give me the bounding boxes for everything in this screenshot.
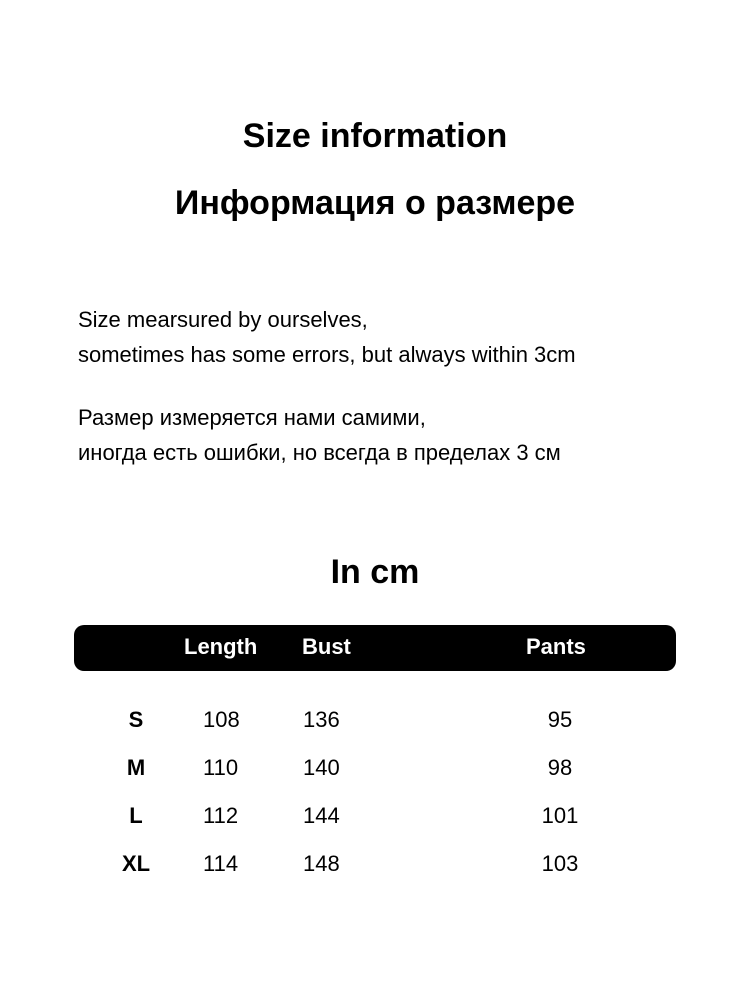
length-value: 112 [203, 803, 239, 828]
size-table-header [74, 625, 676, 671]
table-row [0, 840, 750, 888]
pants-value: 103 [541, 851, 579, 876]
header-pants: Pants [526, 634, 586, 659]
bust-value: 136 [303, 707, 340, 732]
table-row [0, 744, 750, 792]
length-value: 114 [203, 851, 239, 876]
pants-value: 98 [547, 755, 573, 780]
measurement-note-ru [78, 400, 718, 470]
measurement-note-en [78, 302, 718, 372]
table-row [0, 696, 750, 744]
page-title-en: Size information [242, 117, 508, 155]
size-label: M [126, 755, 146, 780]
length-value: 110 [203, 755, 239, 780]
note-ru-line-2: иногда есть ошибки, но всегда в пределах 3 см [78, 440, 561, 465]
bust-value: 140 [303, 755, 340, 780]
note-en-line-1: Size mearsured by ourselves, [78, 307, 368, 332]
bust-value: 148 [303, 851, 340, 876]
header-length: Length [184, 634, 258, 659]
length-value: 108 [203, 707, 240, 732]
pants-value: 101 [541, 803, 579, 828]
size-table-body [0, 696, 750, 888]
note-ru-line-1: Размер измеряется нами самими, [78, 405, 426, 430]
bust-value: 144 [303, 803, 340, 828]
size-label: XL [121, 851, 151, 876]
pants-value: 95 [547, 707, 573, 732]
size-label: L [129, 803, 143, 828]
unit-title: In cm [330, 553, 420, 591]
note-en-line-2: sometimes has some errors, but always within 3cm [78, 342, 576, 367]
size-label: S [128, 707, 144, 732]
page-title-ru: Информация о размере [174, 184, 576, 222]
header-bust: Bust [302, 634, 351, 659]
table-row [0, 792, 750, 840]
